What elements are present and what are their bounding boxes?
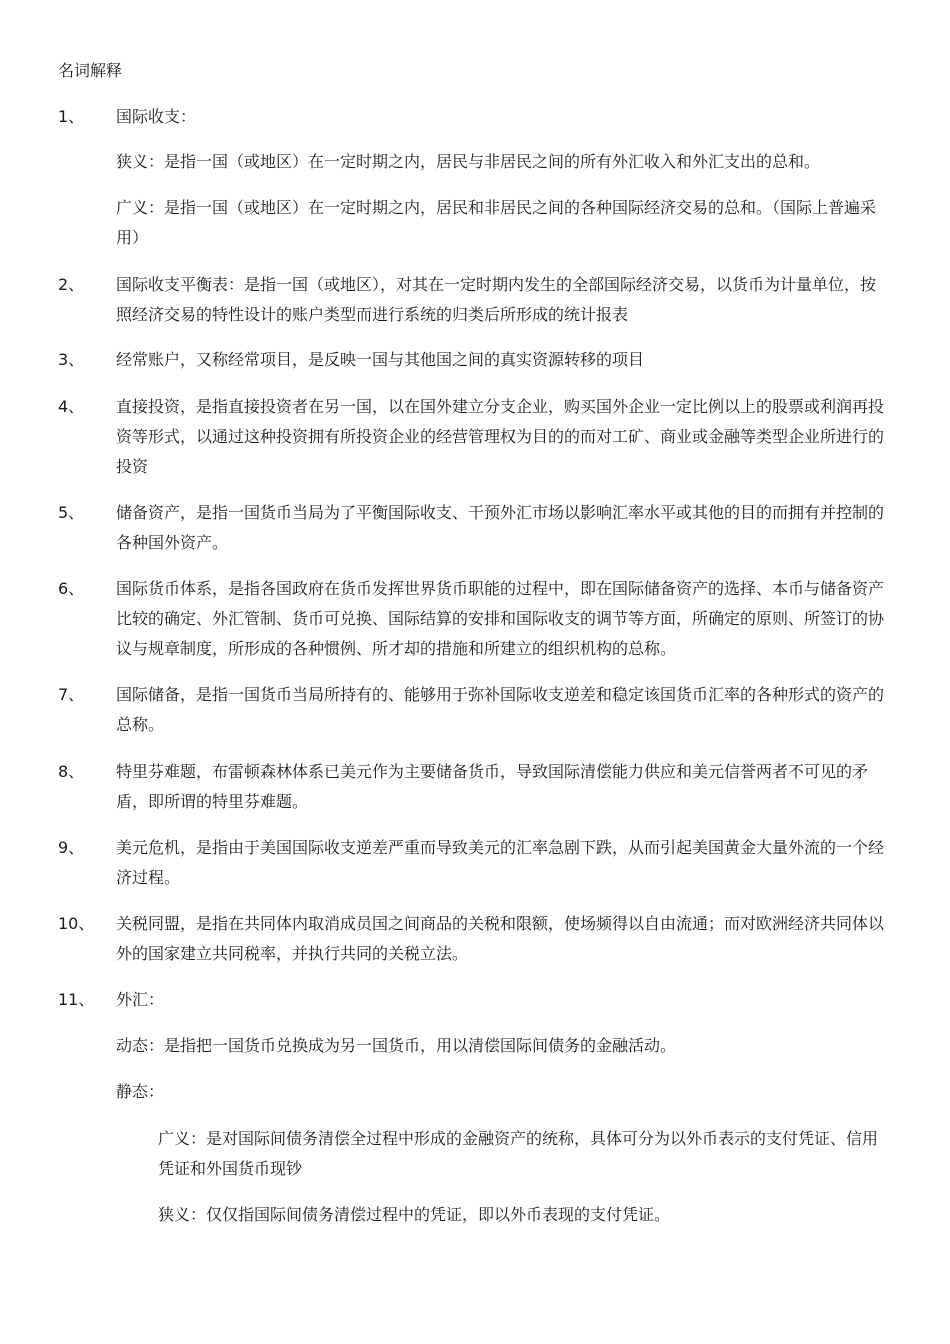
item-number: 10、 bbox=[58, 914, 95, 933]
item-number: 1、 bbox=[58, 107, 85, 126]
fx-dynamic-definition: 动态：是指把一国货币兑换成为另一国货币，用以清偿国际间债务的金融活动。 bbox=[116, 1036, 677, 1055]
item-number: 2、 bbox=[58, 275, 85, 294]
bop-broad-definition: 广义：是指一国（或地区）在一定时期之内，居民和非居民之间的各种国际经济交易的总和。（国际上普遍采用） bbox=[116, 198, 877, 247]
item-number: 11、 bbox=[58, 990, 95, 1009]
item-number: 9、 bbox=[58, 838, 85, 857]
item-text: 关税同盟，是指在共同体内取消成员国之间商品的关税和限额，使场频得以自由流通；而对欧洲经济共同体以外的国家建立共同税率，并执行共同的关税立法。 bbox=[116, 914, 885, 963]
fx-static-narrow-definition: 狭义：仅仅指国际间债务清偿过程中的凭证，即以外币表现的支付凭证。 bbox=[158, 1205, 671, 1224]
item-number: 4、 bbox=[58, 397, 85, 416]
item-text: 国际收支： bbox=[116, 107, 197, 126]
item-number: 8、 bbox=[58, 762, 85, 781]
bop-narrow-definition: 狭义：是指一国（或地区）在一定时期之内，居民与非居民之间的所有外汇收入和外汇支出的总和。 bbox=[116, 152, 821, 171]
item-text: 直接投资，是指直接投资者在另一国，以在国外建立分支企业，购买国外企业一定比例以上的股票或利润再投资等形式，以通过这种投资拥有所投资企业的经营管理权为目的的而对工矿、商业或金融等类型企业所进行的投资 bbox=[116, 397, 885, 476]
item-text: 经常账户，又称经常项目，是反映一国与其他国之间的真实资源转移的项目 bbox=[116, 350, 645, 369]
item-number: 5、 bbox=[58, 503, 85, 522]
item-number: 7、 bbox=[58, 685, 85, 704]
item-text: 储备资产，是指一国货币当局为了平衡国际收支、干预外汇市场以影响汇率水平或其他的目的而拥有并控制的各种国外资产。 bbox=[116, 503, 885, 552]
item-text: 国际货币体系，是指各国政府在货币发挥世界货币职能的过程中，即在国际储备资产的选择、本币与储备资产比较的确定、外汇管制、货币可兑换、国际结算的安排和国际收支的调节等方面，所确定的原则、所签订的协议与规章制度，所形成的各种惯例、所才却的措施和所建立的组织机构的总称。 bbox=[116, 579, 885, 658]
fx-static-broad-definition: 广义：是对国际间债务清偿全过程中形成的金融资产的统称，具体可分为以外币表示的支付凭证、信用凭证和外国货币现钞 bbox=[158, 1129, 879, 1178]
item-number: 6、 bbox=[58, 579, 85, 598]
item-text: 特里芬难题，布雷顿森林体系已美元作为主要储备货币，导致国际清偿能力供应和美元信誉两者不可见的矛盾，即所谓的特里芬难题。 bbox=[116, 762, 869, 811]
item-number: 3、 bbox=[58, 350, 85, 369]
item-text: 国际储备，是指一国货币当局所持有的、能够用于弥补国际收支逆差和稳定该国货币汇率的各种形式的资产的总称。 bbox=[116, 685, 885, 734]
fx-static-label: 静态： bbox=[116, 1082, 165, 1101]
item-text: 美元危机，是指由于美国国际收支逆差严重而导致美元的汇率急剧下跌，从而引起美国黄金大量外流的一个经济过程。 bbox=[116, 838, 885, 887]
item-text: 国际收支平衡表：是指一国（或地区），对其在一定时期内发生的全部国际经济交易，以货币为计量单位，按照经济交易的特性设计的账户类型而进行系统的归类后所形成的统计报表 bbox=[116, 275, 877, 324]
item-text: 外汇： bbox=[116, 990, 165, 1009]
section-heading: 名词解释 bbox=[58, 61, 123, 80]
